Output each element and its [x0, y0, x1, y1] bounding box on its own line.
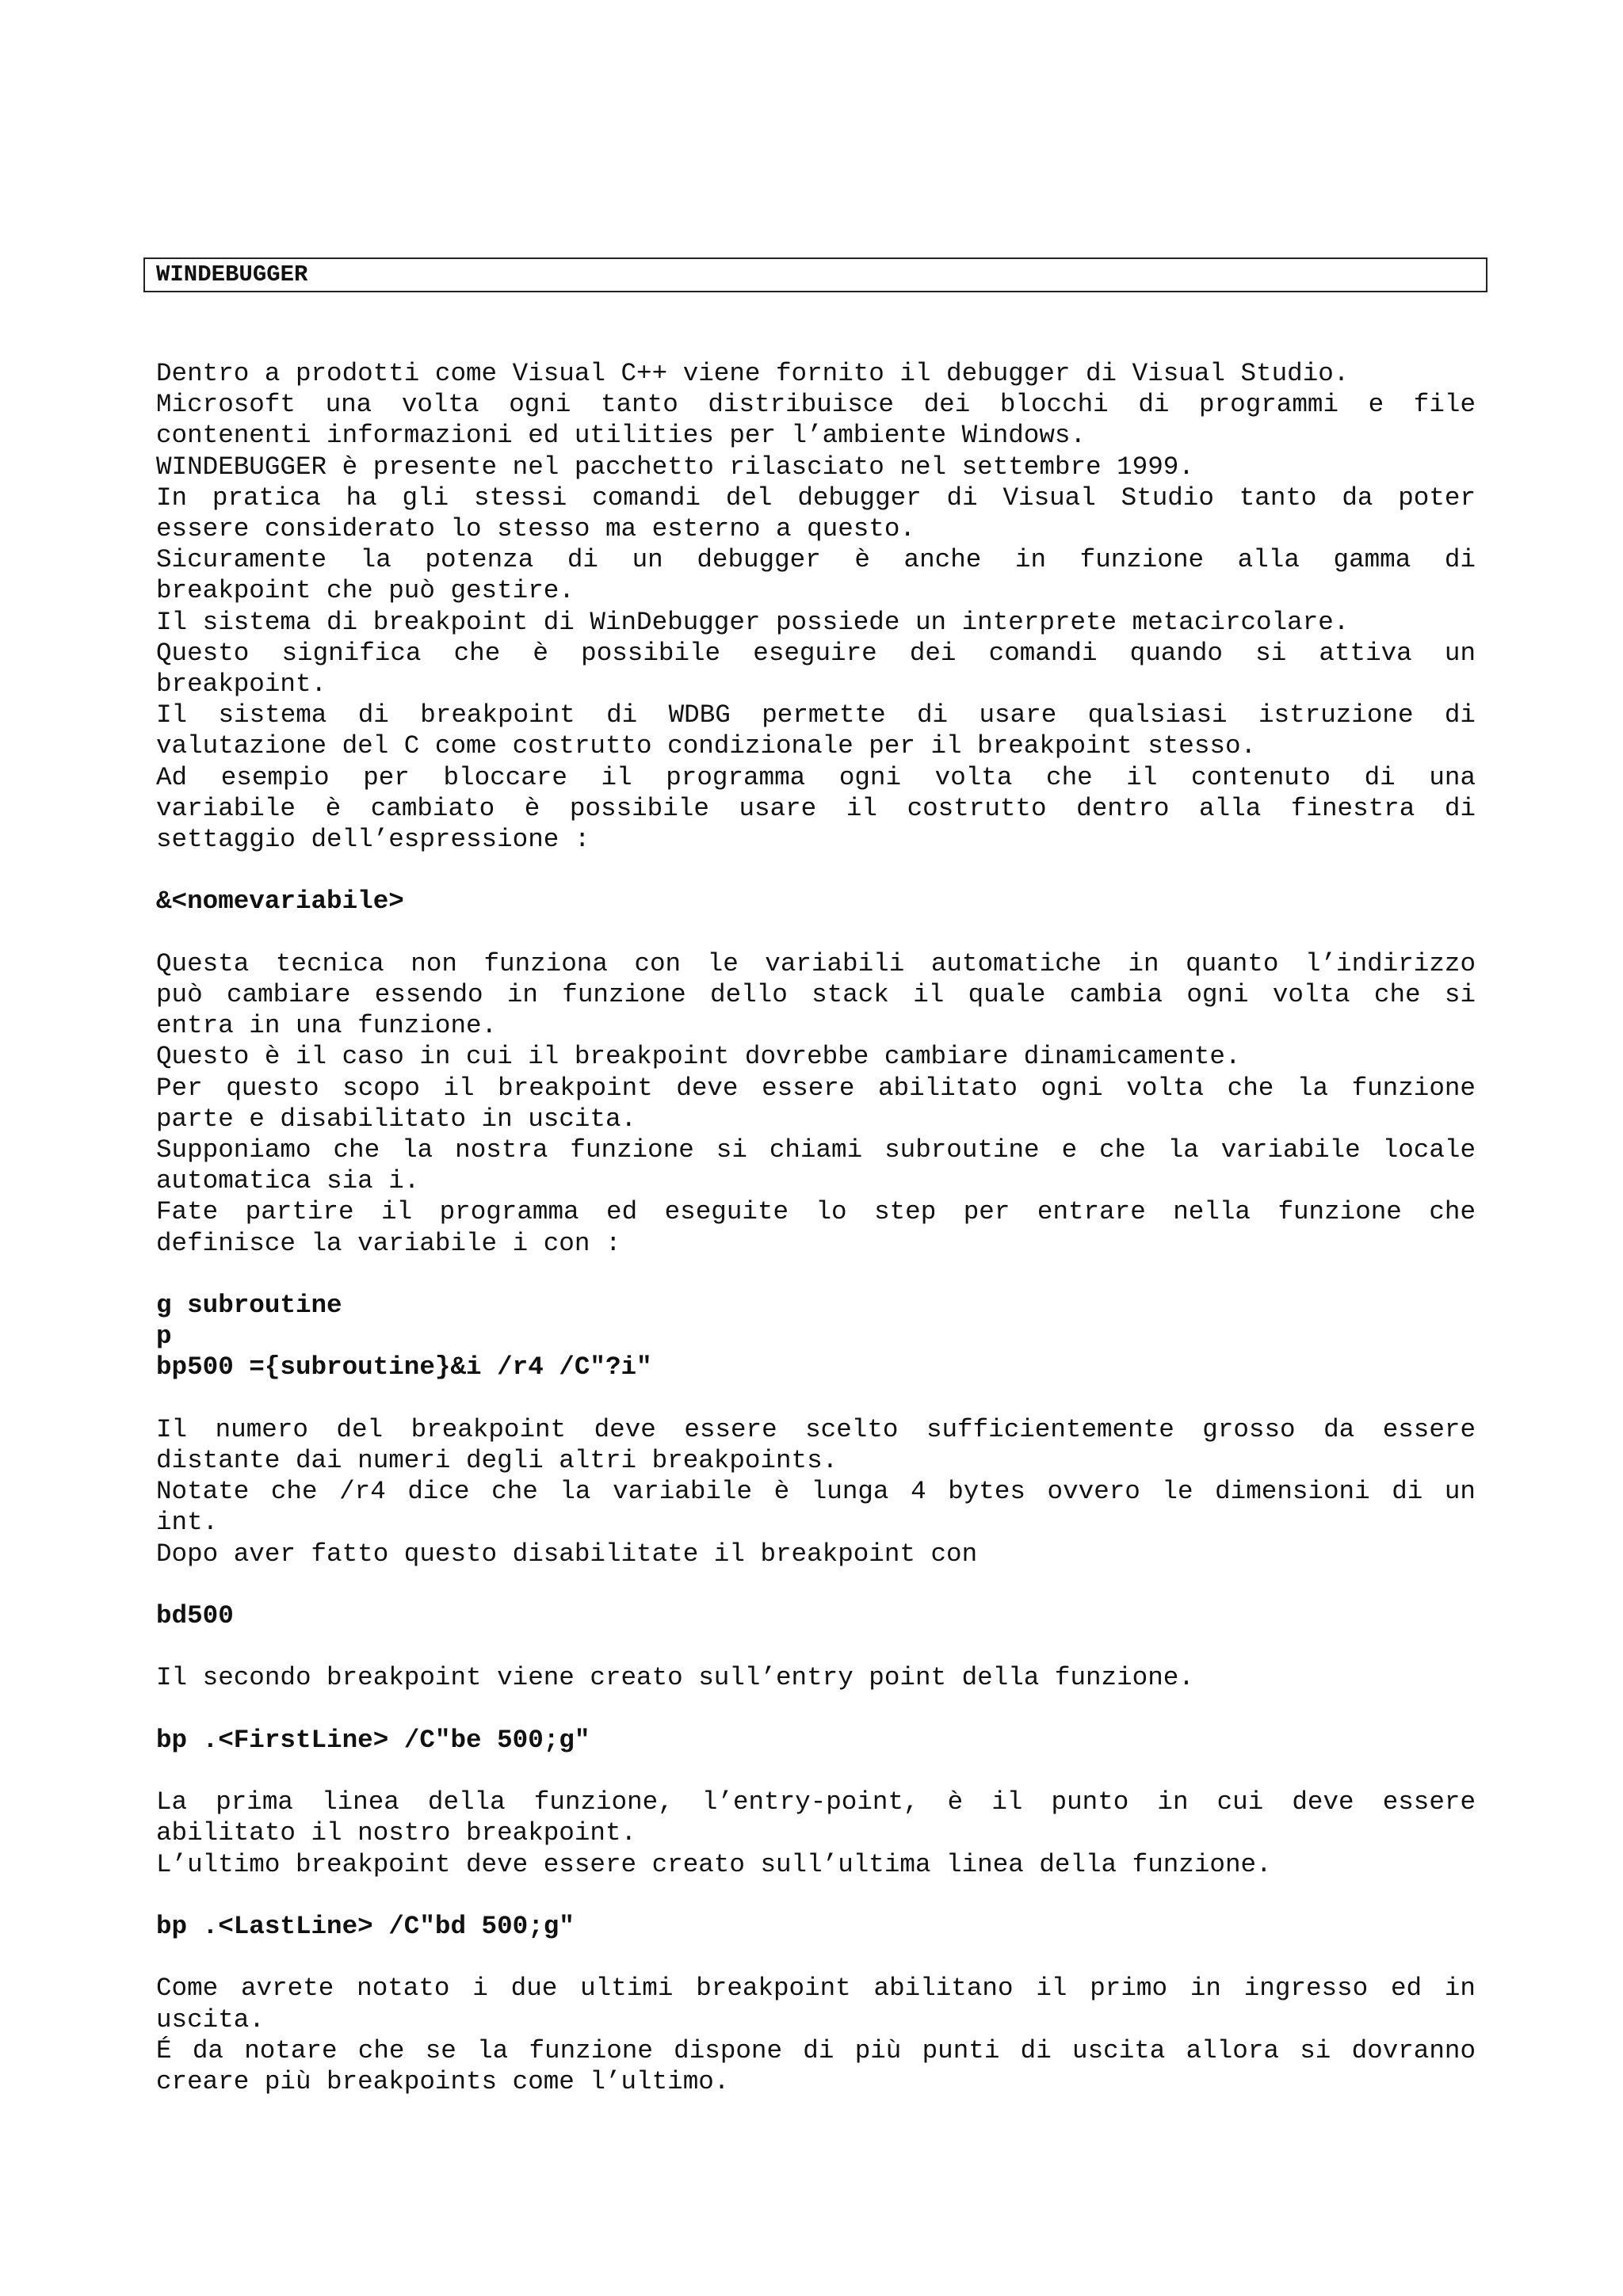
- blank-line: [156, 1259, 1476, 1290]
- blank-line: [156, 1880, 1476, 1911]
- code-line: bp .<FirstLine> /C"be 500;g": [156, 1725, 590, 1755]
- text-line: É da notare che se la funzione dispone di più punti di uscita allora si dovranno: [156, 2035, 1476, 2065]
- blank-line: [156, 1942, 1476, 1973]
- code-line: bd500: [156, 1601, 234, 1631]
- text-line: settaggio dell’espressione :: [156, 825, 590, 855]
- text-line: valutazione del C come costrutto condizionale per il breakpoint stesso.: [156, 731, 1257, 761]
- text-line: In pratica ha gli stessi comandi del debugger di Visual Studio tanto da poter: [156, 482, 1476, 513]
- blank-line: [156, 1569, 1476, 1600]
- text-line: Questo significa che è possibile eseguire dei comandi quando si attiva un: [156, 638, 1476, 668]
- text-line: Questo è il caso in cui il breakpoint dovrebbe cambiare dinamicamente.: [156, 1042, 1241, 1072]
- text-line: Come avrete notato i due ultimi breakpoint abilitano il primo in ingresso ed in: [156, 1974, 1476, 2004]
- text-line: abilitato il nostro breakpoint.: [156, 1818, 637, 1848]
- text-line: contenenti informazioni ed utilities per l’ambiente Windows.: [156, 421, 1086, 451]
- text-line: Questa tecnica non funziona con le variabili automatiche in quanto l’indirizzo: [156, 948, 1476, 978]
- document-body: [156, 358, 1476, 2097]
- text-line: entra in una funzione.: [156, 1011, 498, 1041]
- text-line: parte e disabilitato in uscita.: [156, 1104, 637, 1134]
- text-line: automatica sia i.: [156, 1166, 420, 1196]
- text-line: Notate che /r4 dice che la variabile è lunga 4 bytes ovvero le dimensioni di un: [156, 1477, 1476, 1507]
- text-line: Microsoft una volta ogni tanto distribuisce dei blocchi di programmi e file: [156, 390, 1476, 420]
- text-line: breakpoint.: [156, 669, 327, 700]
- code-line: g subroutine: [156, 1291, 342, 1321]
- blank-line: [156, 917, 1476, 948]
- text-line: WINDEBUGGER è presente nel pacchetto rilasciato nel settembre 1999.: [156, 452, 1194, 482]
- text-line: Il sistema di breakpoint di WDBG permette di usare qualsiasi istruzione di: [156, 700, 1476, 730]
- text-line: L’ultimo breakpoint deve essere creato sull’ultima linea della funzione.: [156, 1849, 1272, 1879]
- text-line: creare più breakpoints come l’ultimo.: [156, 2067, 730, 2097]
- code-line: bp500 ={subroutine}&i /r4 /C"?i": [156, 1352, 652, 1383]
- text-line: Il sistema di breakpoint di WinDebugger possiede un interprete metacircolare.: [156, 607, 1350, 637]
- text-line: Ad esempio per bloccare il programma ogni volta che il contenuto di una: [156, 762, 1476, 792]
- text-line: Fate partire il programma ed eseguite lo step per entrare nella funzione che: [156, 1197, 1476, 1227]
- text-line: Il secondo breakpoint viene creato sull’entry point della funzione.: [156, 1663, 1194, 1693]
- text-line: uscita.: [156, 2004, 265, 2035]
- text-line: essere considerato lo stesso ma esterno a questo.: [156, 514, 915, 544]
- code-line: &<nomevariabile>: [156, 887, 404, 917]
- text-line: Sicuramente la potenza di un debugger è anche in funzione alla gamma di: [156, 545, 1476, 575]
- blank-line: [156, 1383, 1476, 1414]
- text-line: La prima linea della funzione, l’entry-point, è il punto in cui deve essere: [156, 1787, 1476, 1817]
- code-line: p: [156, 1322, 172, 1352]
- code-line: bp .<LastLine> /C"bd 500;g": [156, 1912, 575, 1942]
- text-line: Dentro a prodotti come Visual C++ viene fornito il debugger di Visual Studio.: [156, 359, 1350, 388]
- blank-line: [156, 1631, 1476, 1662]
- text-line: Il numero del breakpoint deve essere scelto sufficientemente grosso da essere: [156, 1414, 1476, 1444]
- text-line: Per questo scopo il breakpoint deve essere abilitato ogni volta che la funzione: [156, 1073, 1476, 1103]
- text-line: Supponiamo che la nostra funzione si chiami subroutine e che la variabile locale: [156, 1135, 1476, 1165]
- blank-line: [156, 1694, 1476, 1725]
- text-line: breakpoint che può gestire.: [156, 576, 575, 606]
- text-line: distante dai numeri degli altri breakpoints.: [156, 1446, 838, 1476]
- section-title: WINDEBUGGER: [143, 257, 1487, 292]
- text-line: variabile è cambiato è possibile usare il costrutto dentro alla finestra di: [156, 793, 1476, 823]
- text-line: int.: [156, 1508, 219, 1538]
- blank-line: [156, 855, 1476, 886]
- text-line: Dopo aver fatto questo disabilitate il breakpoint con: [156, 1539, 978, 1569]
- blank-line: [156, 1756, 1476, 1787]
- text-line: definisce la variabile i con :: [156, 1228, 621, 1258]
- text-line: può cambiare essendo in funzione dello stack il quale cambia ogni volta che si: [156, 980, 1476, 1010]
